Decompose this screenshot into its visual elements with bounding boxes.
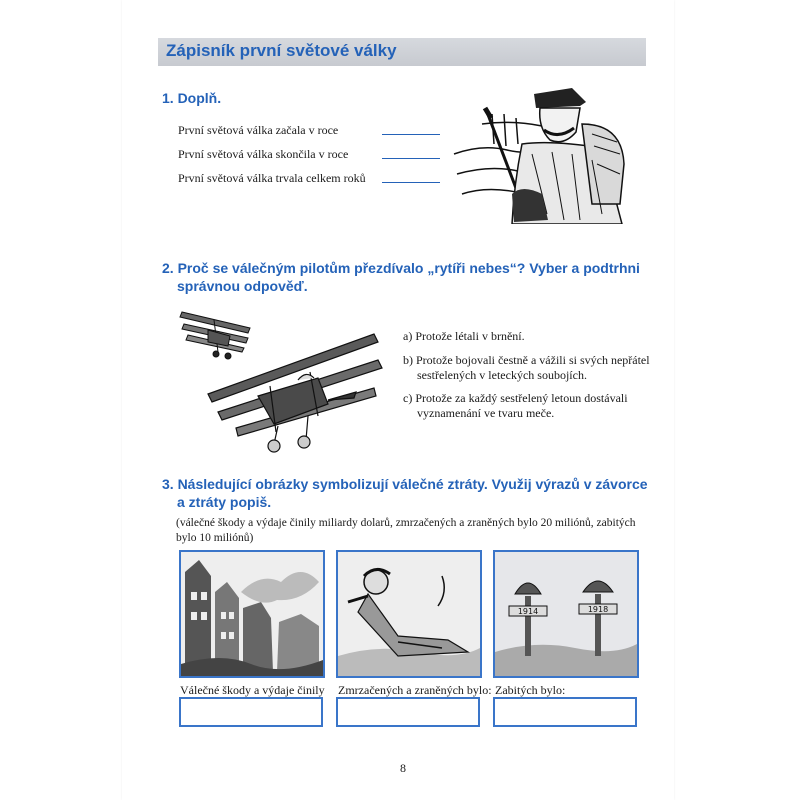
- answer-box-1[interactable]: [179, 697, 323, 727]
- caption-3: Zabitých bylo:: [495, 683, 566, 697]
- option-b-line1[interactable]: b) Protože bojovali čestně a vážili si svých nepřátel: [403, 353, 650, 367]
- section3-hint-line1: (válečné škody a výdaje činily miliardy dolarů, zmrzačených a zraněných bylo 20 miliónů, zabitých: [176, 517, 636, 529]
- title-banner: [158, 38, 646, 66]
- cross-label-2: 1918: [587, 605, 609, 614]
- graves-picture: [493, 550, 639, 678]
- page-title: Zápisník první světové války: [166, 41, 397, 60]
- option-c-line1[interactable]: c) Protože za každý sestřelený letoun dostávali: [403, 391, 628, 405]
- cross-label-1: 1914: [517, 607, 539, 616]
- answer-box-2[interactable]: [336, 697, 480, 727]
- soldier-illustration: [452, 84, 632, 224]
- section3-heading-line2: a ztráty popiš.: [177, 494, 272, 510]
- wounded-soldier-picture: [336, 550, 482, 678]
- section1-heading: 1. Doplň.: [162, 90, 222, 106]
- fill-row-2: První světová válka skončila v roce: [178, 147, 349, 161]
- option-b-line2[interactable]: sestřelených v leteckých soubojích.: [417, 368, 587, 382]
- fill-row-3: První světová válka trvala celkem roků: [178, 171, 366, 185]
- fill-blank-1[interactable]: [382, 134, 440, 135]
- section2-heading-line1: 2. Proč se válečným pilotům přezdívalo „rytíři nebes“? Vyber a podtrhni: [162, 260, 640, 276]
- section3-heading-line1: 3. Následující obrázky symbolizují válečné ztráty. Využij výrazů v závorce: [162, 476, 648, 492]
- fill-row-1: První světová válka začala v roce: [178, 123, 339, 137]
- caption-2: Zmrzačených a zraněných bylo:: [338, 683, 492, 697]
- option-a[interactable]: a) Protože létali v brnění.: [403, 329, 525, 343]
- answer-box-3[interactable]: [493, 697, 637, 727]
- page-number: 8: [400, 761, 406, 775]
- fill-blank-3[interactable]: [382, 182, 440, 183]
- option-c-line2[interactable]: vyznamenání ve tvaru meče.: [417, 406, 555, 420]
- section2-heading-line2: správnou odpověď.: [177, 278, 308, 294]
- ruins-picture: [179, 550, 325, 678]
- biplanes-illustration: [178, 300, 388, 460]
- fill-blank-2[interactable]: [382, 158, 440, 159]
- caption-1: Válečné škody a výdaje činily: [180, 683, 325, 697]
- section3-hint-line2: bylo 10 miliónů): [176, 532, 254, 544]
